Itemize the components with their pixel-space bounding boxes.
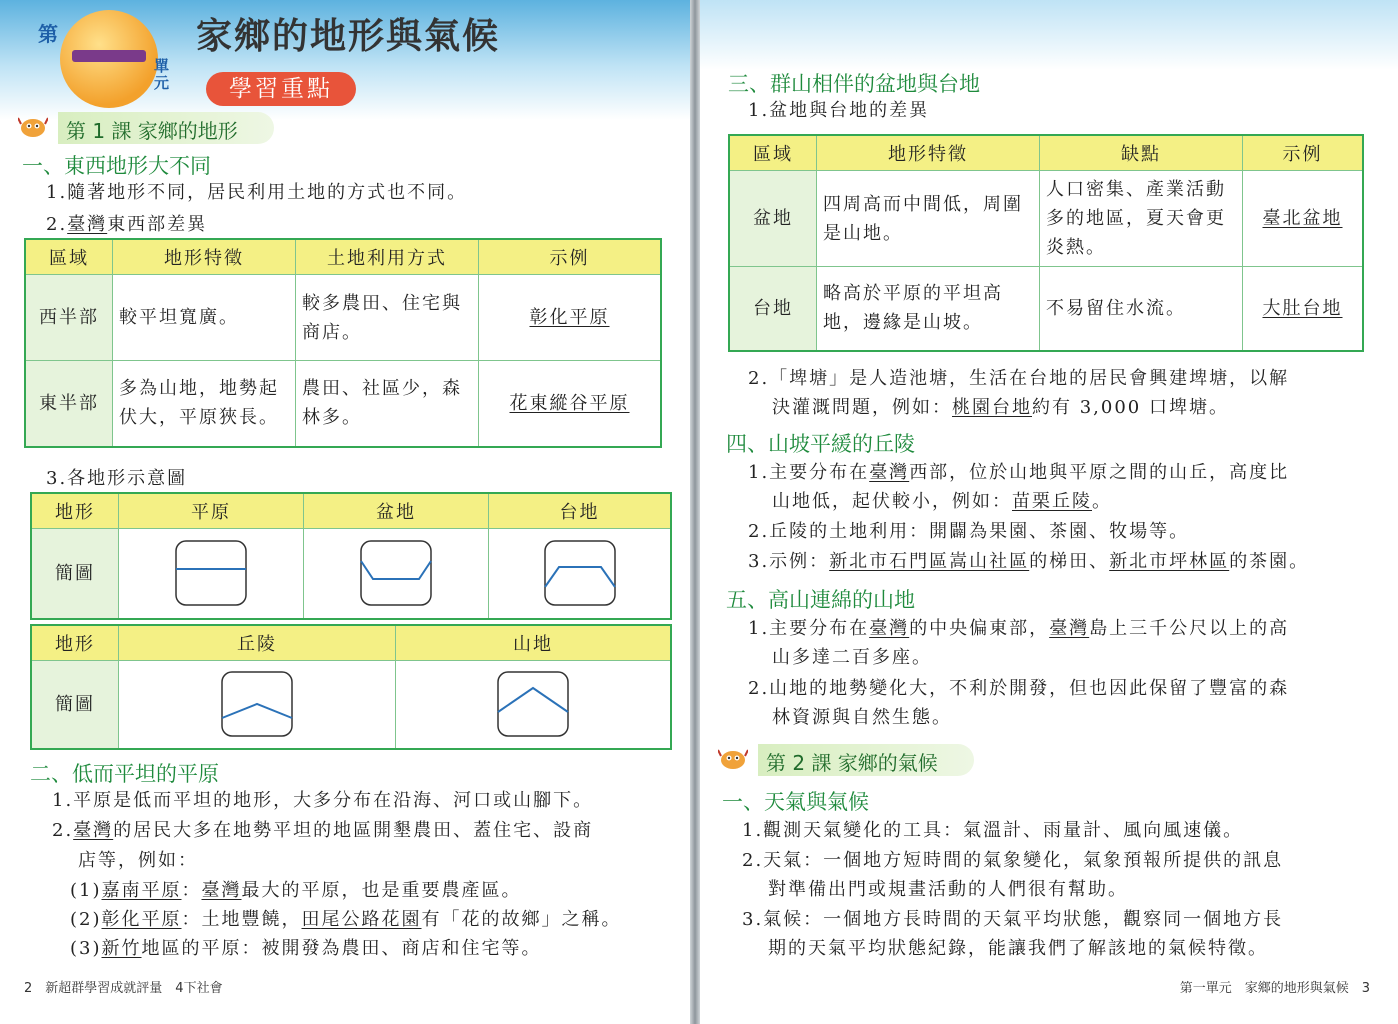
s3-line-2b: 決灌溉問題，例如：桃園台地約有 3,000 口埤塘。 bbox=[772, 397, 1229, 418]
section-6-title: 一、天氣與氣候 bbox=[722, 790, 869, 814]
s5-line-2b: 林資源與自然生態。 bbox=[772, 707, 952, 728]
s6-line-2a: 2.天氣：一個地方短時間的氣象變化，氣象預報所提供的訊息 bbox=[742, 850, 1284, 871]
t1-feature: 多為山地，地勢起伏大，平原狹長。 bbox=[113, 361, 296, 447]
t1-region: 東半部 bbox=[25, 361, 113, 447]
section-3-title: 三、群山相伴的盆地與台地 bbox=[728, 72, 980, 96]
mountain-sketch bbox=[396, 661, 672, 749]
rocket-mascot-icon bbox=[718, 746, 748, 772]
s6-line-3b: 期的天氣平均狀態紀錄，能讓我們了解該地的氣候特徵。 bbox=[768, 938, 1268, 959]
s1-line-3: 3.各地形示意圖 bbox=[46, 468, 188, 489]
s3-line-1: 1.盆地與台地的差異 bbox=[748, 100, 930, 121]
right-footer bbox=[1180, 977, 1370, 996]
s2-item-2: (2)彰化平原：土地豐饒，田尾公路花園有「花的故鄉」之稱。 bbox=[70, 909, 622, 930]
t2-terrain-name: 山地 bbox=[396, 625, 672, 661]
t2-terrain-name: 台地 bbox=[489, 493, 672, 529]
s4-line-3: 3.示例：新北市石門區嵩山社區的梯田、新北市坪林區的茶園。 bbox=[748, 551, 1310, 572]
t2-label-terrain: 地形 bbox=[31, 493, 119, 529]
t1-header-example: 示例 bbox=[479, 239, 662, 275]
basin-tableland-table bbox=[728, 134, 1364, 352]
t1-row-west bbox=[25, 275, 661, 361]
s4-line-2: 2.丘陵的土地利用：開闢為果園、茶園、牧場等。 bbox=[748, 521, 1190, 542]
s2-line-2b: 店等，例如： bbox=[78, 850, 198, 871]
left-page bbox=[0, 0, 690, 1024]
section-5-title: 五、高山連綿的山地 bbox=[726, 588, 915, 612]
section-4-title: 四、山坡平緩的丘陵 bbox=[726, 432, 915, 456]
section-2-title: 二、低而平坦的平原 bbox=[30, 762, 219, 786]
unit-title: 家鄉的地形與氣候 bbox=[196, 16, 501, 57]
unit-running-title: 第一單元 家鄉的地形與氣候 bbox=[1179, 981, 1349, 996]
t3-region: 台地 bbox=[729, 267, 817, 351]
s2-item-3: (3)新竹地區的平原：被開發為農田、商店和住宅等。 bbox=[70, 938, 542, 959]
t3-weakness: 不易留住水流。 bbox=[1040, 267, 1243, 351]
t2-terrain-name: 平原 bbox=[119, 493, 304, 529]
unit-label-top: 第 bbox=[38, 22, 58, 46]
lesson-2-banner bbox=[758, 744, 974, 776]
t1-use: 較多農田、住宅與商店。 bbox=[296, 275, 479, 361]
t3-example: 臺北盆地 bbox=[1243, 171, 1364, 267]
t2-terrain-name: 盆地 bbox=[304, 493, 489, 529]
east-west-table bbox=[24, 238, 662, 448]
s1-line-2: 2.臺灣東西部差異 bbox=[46, 214, 208, 235]
s4-line-1a: 1.主要分布在臺灣西部，位於山地與平原之間的山丘，高度比 bbox=[748, 462, 1290, 483]
section-1-title: 一、東西地形大不同 bbox=[22, 154, 211, 178]
t1-example: 彰化平原 bbox=[479, 275, 662, 361]
t1-header-region: 區域 bbox=[25, 239, 113, 275]
s6-line-2b: 對準備出門或規畫活動的人們很有幫助。 bbox=[768, 879, 1128, 900]
t3-example: 大肚台地 bbox=[1243, 267, 1364, 351]
t1-use: 農田、社區少，森林多。 bbox=[296, 361, 479, 447]
t2-terrain-name: 丘陵 bbox=[119, 625, 396, 661]
page-number: 2 bbox=[24, 981, 33, 996]
lesson-1-title: 第 1 課 家鄉的地形 bbox=[66, 119, 238, 143]
t3-feature: 略高於平原的平坦高地，邊緣是山坡。 bbox=[817, 267, 1040, 351]
header-banner-right bbox=[700, 0, 1398, 70]
unit-label-bottom: 單元 bbox=[154, 57, 170, 92]
s1-line-1: 1.隨著地形不同，居民利用土地的方式也不同。 bbox=[46, 182, 468, 203]
t3-row-tableland bbox=[729, 267, 1363, 351]
s2-line-2: 2.臺灣的居民大多在地勢平坦的地區開墾農田、蓋住宅、設商 bbox=[52, 820, 594, 841]
t3-row-basin bbox=[729, 171, 1363, 267]
t2-label-sketch: 簡圖 bbox=[31, 529, 119, 619]
tableland-sketch bbox=[489, 529, 672, 619]
s6-line-1: 1.觀測天氣變化的工具：氣溫計、雨量計、風向風速儀。 bbox=[742, 820, 1244, 841]
basin-sketch bbox=[304, 529, 489, 619]
book-gutter bbox=[690, 0, 700, 1024]
s6-line-3a: 3.氣候：一個地方長時間的天氣平均狀態，觀察同一個地方長 bbox=[742, 909, 1284, 930]
t1-feature: 較平坦寬廣。 bbox=[113, 275, 296, 361]
lesson-2-title: 第 2 課 家鄉的氣候 bbox=[766, 751, 938, 775]
t1-region: 西半部 bbox=[25, 275, 113, 361]
terrain-sketch-table-2 bbox=[30, 624, 672, 750]
t2-label-sketch: 簡圖 bbox=[31, 661, 119, 749]
t1-header-use: 土地利用方式 bbox=[296, 239, 479, 275]
plain-sketch bbox=[119, 529, 304, 619]
t3-header-region: 區域 bbox=[729, 135, 817, 171]
unit-one-mark bbox=[72, 50, 146, 62]
t3-region: 盆地 bbox=[729, 171, 817, 267]
t1-header-feature: 地形特徵 bbox=[113, 239, 296, 275]
book-title: 新超群學習成就評量 4下社會 bbox=[45, 981, 223, 996]
terrain-sketch-table bbox=[30, 492, 672, 620]
s2-item-1: (1)嘉南平原：臺灣最大的平原，也是重要農產區。 bbox=[70, 880, 522, 901]
s5-line-1b: 山多達二百多座。 bbox=[772, 647, 932, 668]
lesson-1-banner bbox=[58, 112, 274, 144]
t2-label-terrain: 地形 bbox=[31, 625, 119, 661]
s5-line-1a: 1.主要分布在臺灣的中央偏東部，臺灣島上三千公尺以上的高 bbox=[748, 618, 1290, 639]
t3-header-feature: 地形特徵 bbox=[817, 135, 1040, 171]
t3-feature: 四周高而中間低，周圍是山地。 bbox=[817, 171, 1040, 267]
t3-header-example: 示例 bbox=[1243, 135, 1364, 171]
rocket-mascot-icon bbox=[18, 114, 48, 140]
t1-row-east bbox=[25, 361, 661, 447]
left-footer bbox=[24, 977, 223, 996]
s4-line-1b: 山地低，起伏較小，例如：苗栗丘陵。 bbox=[772, 491, 1112, 512]
s3-line-2a: 2.「埤塘」是人造池塘，生活在台地的居民會興建埤塘，以解 bbox=[748, 368, 1290, 389]
t1-example: 花東縱谷平原 bbox=[479, 361, 662, 447]
s5-line-2a: 2.山地的地勢變化大，不利於開發，但也因此保留了豐富的森 bbox=[748, 678, 1290, 699]
hill-sketch bbox=[119, 661, 396, 749]
page-number: 3 bbox=[1361, 981, 1370, 996]
right-page bbox=[700, 0, 1398, 1024]
t3-weakness: 人口密集、產業活動多的地區，夏天會更炎熱。 bbox=[1040, 171, 1243, 267]
learning-focus-badge: 學習重點 bbox=[206, 72, 356, 106]
t3-header-weakness: 缺點 bbox=[1040, 135, 1243, 171]
s2-line-1: 1.平原是低而平坦的地形，大多分布在沿海、河口或山腳下。 bbox=[52, 790, 594, 811]
